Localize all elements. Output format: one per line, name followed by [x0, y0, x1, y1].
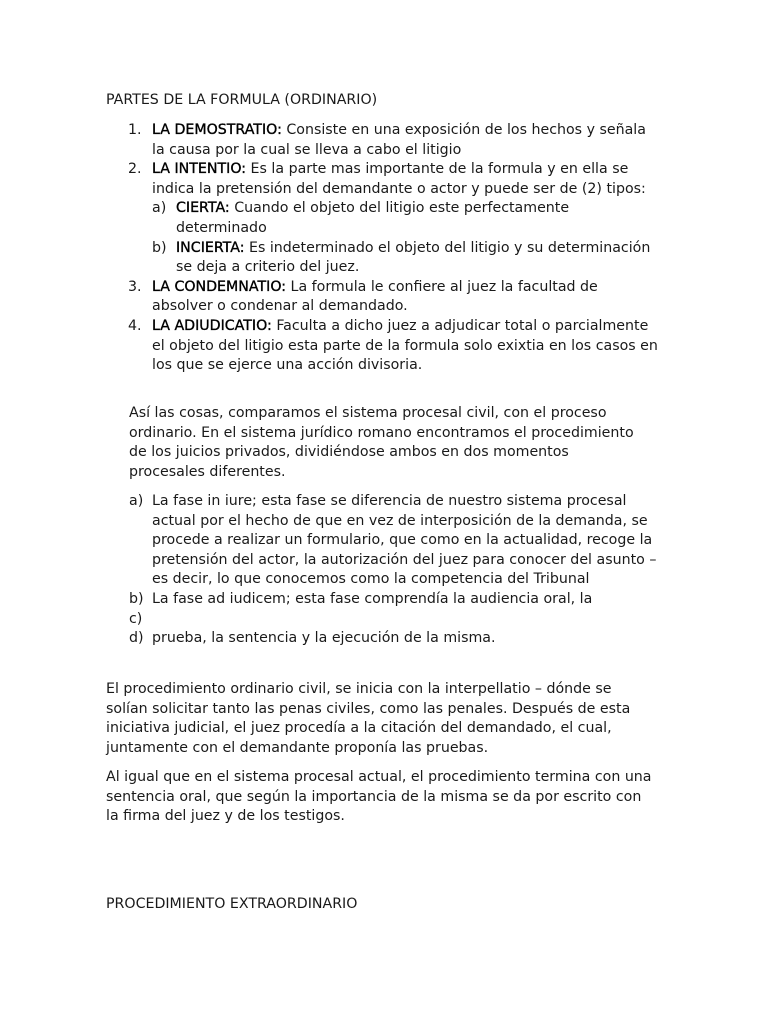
list-text: La formula le confiere al juez la facultad de absolver o condenar al demandado.: [152, 278, 598, 315]
list-item-prueba: [129, 629, 661, 649]
list-text: Es la parte mas importante de la formula y en ella se indica la pretensión del demandante o actor y puede ser de (2) tipos:: [152, 161, 646, 197]
sub-list: [152, 199, 658, 277]
list-term: LA INTENTIO:: [152, 161, 247, 178]
list-letter: d): [129, 630, 144, 647]
sub-term: CIERTA:: [176, 200, 230, 217]
list-text: La fase ad iudicem; esta fase comprendía la audiencia oral, la: [152, 590, 593, 607]
list-item-adiudicatio: [128, 317, 658, 376]
list-text: Consiste en una exposición de los hechos y señala la causa por la cual se lleva a cabo el litigio: [152, 122, 646, 158]
list-item-empty: [129, 610, 661, 630]
list-term: LA CONDEMNATIO:: [152, 278, 287, 295]
paragraph-procedimiento-ordinario: El procedimiento ordinario civil, se inicia con la interpellatio – dónde se solían solicitar tanto las penas civiles, como las penales. Después de esta iniciativa judicial, el juez procedía a la citación del demandado, el cual, juntamente con el demandante proponía las pruebas.: [106, 681, 631, 756]
section-heading-ordinario: PARTES DE LA FORMULA (ORDINARIO): [106, 92, 378, 108]
list-number: 4.: [128, 317, 142, 334]
section-heading-extraordinario: PROCEDIMIENTO EXTRAORDINARIO: [106, 896, 358, 912]
list-text: prueba, la sentencia y la ejecución de la misma.: [152, 630, 496, 647]
list-item-fase-ad-iudicem: [129, 590, 661, 610]
list-number: 2.: [128, 161, 142, 178]
list-number: 3.: [128, 278, 142, 295]
list-term: LA ADIUDICATIO:: [152, 317, 272, 334]
sub-text: Cuando el objeto del litigio este perfectamente determinado: [176, 200, 570, 236]
list-item-intentio: [128, 160, 658, 278]
lettered-list: [129, 492, 661, 649]
list-term: LA DEMOSTRATIO:: [152, 122, 282, 138]
list-text: Faculta a dicho juez a adjudicar total o parcialmente el objeto del litigio esta parte de la formula solo exixtia en los casos en los que se ejerce una acción divisoria.: [152, 317, 658, 374]
paragraph-comparison: Así las cosas, comparamos el sistema procesal civil, con el proceso ordinario. En el sistema jurídico romano encontramos el procedimiento de los juicios privados, dividiéndose ambos en dos momentos procesales diferentes.: [129, 405, 634, 480]
sub-item-cierta: [152, 199, 658, 238]
numbered-list: [128, 121, 658, 376]
list-text: La fase in iure; esta fase se diferencia de nuestro sistema procesal actual por el hecho de que en vez de interposición de la demanda, se procede a realizar un formulario, que como en la actualidad, recoge la pretensión del actor, la autorización del juez para conocer del asunto – es decir, lo que conocemos como la competencia del Tribunal: [152, 493, 657, 588]
paragraph-sentencia-oral: Al igual que en el sistema procesal actual, el procedimiento termina con una sentencia oral, que según la importancia de la misma se da por escrito con la firma del juez y de los testigos.: [106, 769, 652, 825]
sub-term: INCIERTA:: [176, 239, 245, 256]
sub-item-incierta: [152, 239, 658, 278]
list-letter: c): [129, 610, 143, 627]
sub-letter: a): [152, 200, 167, 217]
list-letter: a): [129, 493, 144, 509]
sub-letter: b): [152, 239, 167, 256]
list-item-demostratio: [128, 121, 658, 160]
list-letter: b): [129, 590, 144, 607]
list-item-fase-in-iure: [129, 492, 661, 590]
list-item-condemnatio: [128, 278, 658, 317]
sub-text: Es indeterminado el objeto del litigio y su determinación se deja a criterio del juez.: [176, 239, 651, 276]
list-number: 1.: [128, 122, 142, 138]
